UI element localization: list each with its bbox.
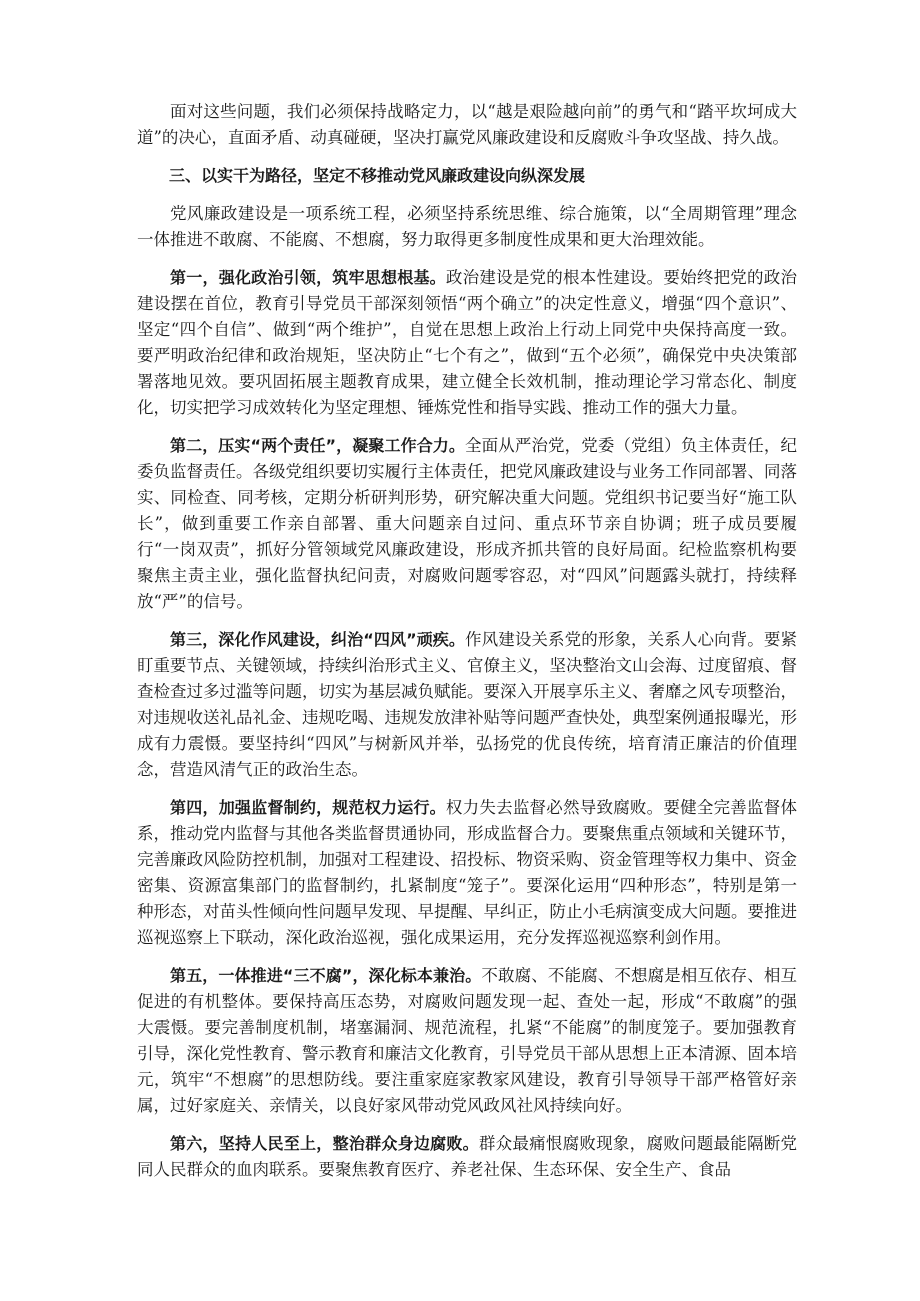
item-lead-6: 第六，坚持人民至上，整治群众身边腐败。 [170,1134,479,1153]
section-intro-paragraph: 党风廉政建设是一项系统工程，必须坚持系统思维、综合施策，以“全周期管理”理念一体推进不敢腐、不能腐、不想腐，努力取得更多制度性成果和更大治理效能。 [137,204,797,249]
section-heading: 三、以实干为路径，坚定不移推动党风廉政建设向纵深发展 [169,166,586,185]
item-body-6: 群众最痛恨腐败现象，腐败问题最能隔断党同人民群众的血肉联系。要聚焦教育医疗、养老社保、生态环保、安全生产、食品 [137,1134,797,1179]
item-paragraph-1 [137,265,797,421]
item-body-2: 全面从严治党，党委（党组）负主体责任，纪委负监督责任。各级党组织要切实履行主体责任，把党风廉政建设与业务工作同部署、同落实、同检查、同考核，定期分析研判形势，研究解决重大问题。党组织书记要当好“施工队长”，做到重要工作亲自部署、重大问题亲自过问、重点环节亲自协调；班子成员要履行“一岗双责”，抓好分管领域党风廉政建设，形成齐抓共管的良好局面。纪检监察机构要聚焦主责主业，强化监督执纪问责，对腐败问题零容忍，对“四风”问题露头就打，持续释放“严”的信号。 [137,436,797,611]
item-lead-1: 第一，强化政治引领，筑牢思想根基。 [170,268,446,287]
item-paragraph-5 [137,963,797,1119]
item-paragraph-3 [137,627,797,783]
item-lead-4: 第四，加强监督制约，规范权力运行。 [170,798,446,817]
item-paragraph-2 [137,433,797,615]
item-lead-5: 第五，一体推进“三不腐”，深化标本兼治。 [170,966,482,985]
item-body-1: 政治建设是党的根本性建设。要始终把党的政治建设摆在首位，教育引导党员干部深刻领悟“两个确立”的决定性意义，增强“四个意识”、坚定“四个自信”、做到“两个维护”，自觉在思想上政治上行动上同党中央保持高度一致。要严明政治纪律和政治规矩，坚决防止“七个有之”，做到“五个必须”，确保党中央决策部署落地见效。要巩固拓展主题教育成果，建立健全长效机制，推动理论学习常态化、制度化，切实把学习成效转化为坚定理想、锤炼党性和指导实践、推动工作的强大力量。 [137,268,797,417]
item-body-3: 作风建设关系党的形象，关系人心向背。要紧盯重要节点、关键领域，持续纠治形式主义、官僚主义，坚决整治文山会海、过度留痕、督查检查过多过滥等问题，切实为基层减负赋能。要深入开展享乐主义、奢靡之风专项整治，对违规收送礼品礼金、违规吃喝、违规发放津补贴等问题严查快处，典型案例通报曝光，形成有力震慑。要坚持纠“四风”与树新风并举，弘扬党的优良传统，培育清正廉洁的价值理念，营造风清气正的政治生态。 [137,630,797,779]
item-body-5: 不敢腐、不能腐、不想腐是相互依存、相互促进的有机整体。要保持高压态势，对腐败问题发现一起、查处一起，形成“不敢腐”的强大震慑。要完善制度机制，堵塞漏洞、规范流程，扎紧“不能腐”的制度笼子。要加强教育引导，深化党性教育、警示教育和廉洁文化教育，引导党员干部从思想上正本清源、固本培元，筑牢“不想腐”的思想防线。要注重家庭家教家风建设，教育引导领导干部严格管好亲属，过好家庭关、亲情关，以良好家风带动党风政风社风持续向好。 [137,966,797,1115]
document-page [137,99,797,1195]
item-paragraph-4 [137,795,797,951]
item-lead-2: 第二，压实“两个责任”，凝聚工作合力。 [170,436,466,455]
item-body-4: 权力失去监督必然导致腐败。要健全完善监督体系，推动党内监督与其他各类监督贯通协同，形成监督合力。要聚焦重点领域和关键环节，完善廉政风险防控机制，加强对工程建设、招投标、物资采购、资金管理等权力集中、资金密集、资源富集部门的监督制约，扎紧制度“笼子”。要深化运用“四种形态”，特别是第一种形态，对苗头性倾向性问题早发现、早提醒、早纠正，防止小毛病演变成大问题。要推进巡视巡察上下联动，深化政治巡视，强化成果运用，充分发挥巡视巡察利剑作用。 [137,798,797,947]
item-paragraph-6 [137,1131,797,1183]
item-lead-3: 第三，深化作风建设，纠治“四风”顽疾。 [170,630,466,649]
intro-paragraph: 面对这些问题，我们必须保持战略定力，以“越是艰险越向前”的勇气和“踏平坎坷成大道”的决心，直面矛盾、动真碰硬，坚决打赢党风廉政建设和反腐败斗争攻坚战、持久战。 [137,102,797,147]
